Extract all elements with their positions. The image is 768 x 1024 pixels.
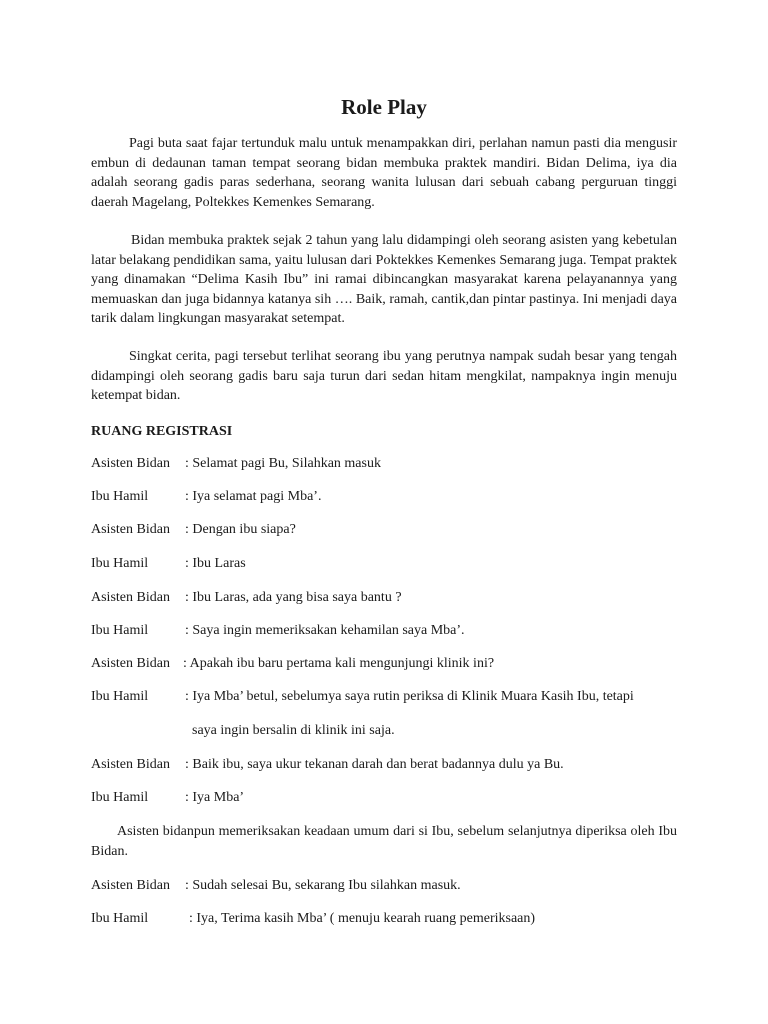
dialog-text: : Iya selamat pagi Mba’.: [185, 489, 322, 504]
dialog-line: [91, 876, 691, 896]
dialog-line: [91, 687, 691, 707]
dialog-text: : Apakah ibu baru pertama kali mengunjungi klinik ini?: [183, 656, 495, 671]
speaker-label: Ibu Hamil: [91, 623, 149, 638]
dialog-text: : Ibu Laras: [185, 556, 246, 571]
dialog-continuation: saya ingin bersalin di klinik ini saja.: [192, 723, 395, 738]
speaker-label: Asisten Bidan: [91, 456, 170, 471]
dialog-text: : Ibu Laras, ada yang bisa saya bantu ?: [185, 590, 402, 605]
dialog-line: [91, 755, 691, 775]
dialog-text: : Iya Mba’: [185, 790, 245, 805]
dialog-line: [91, 588, 691, 608]
dialog-line: [91, 554, 691, 574]
dialog-line: [91, 909, 691, 929]
dialog-text: : Selamat pagi Bu, Silahkan masuk: [185, 456, 381, 471]
speaker-label: Ibu Hamil: [91, 489, 149, 504]
dialog-line: [91, 454, 691, 474]
dialog-text: : Iya, Terima kasih Mba’ ( menuju kearah ruang pemeriksaan): [189, 911, 536, 926]
dialog-line: [91, 788, 691, 808]
speaker-label: Ibu Hamil: [91, 911, 149, 926]
dialog-text: : Iya Mba’ betul, sebelumya saya rutin periksa di Klinik Muara Kasih Ibu, tetapi: [185, 689, 634, 704]
intro-paragraph-3: Singkat cerita, pagi tersebut terlihat seorang ibu yang perutnya nampak sudah besar yang tengah didampingi oleh seorang gadis baru saja turun dari sedan hitam mengkilat, nampaknya ingin menuju ketempat bidan.: [91, 349, 677, 403]
section-heading: RUANG REGISTRASI: [91, 424, 233, 439]
dialog-text: : Baik ibu, saya ukur tekanan darah dan berat badannya dulu ya Bu.: [185, 757, 564, 772]
speaker-label: Ibu Hamil: [91, 689, 149, 704]
speaker-label: Asisten Bidan: [91, 757, 170, 772]
dialog-line: [91, 487, 691, 507]
speaker-label: Asisten Bidan: [91, 590, 170, 605]
intro-paragraph-2: Bidan membuka praktek sejak 2 tahun yang lalu didampingi oleh seorang asisten yang kebetulan latar belakang pendidikan sama, yaitu lulusan dari Poktekkes Kemenkes Semarang juga. Tempat praktek yang dinamakan “Delima Kasih Ibu” ini ramai dibincangkan masyarakat karena pelayanannya yang memuaskan dan juga bidannya katanya sih …. Baik, ramah, cantik,dan pintar pastinya. Ini menjadi daya tarik dalam lingkungan masyarakat setempat.: [91, 233, 677, 326]
dialog-text: : Saya ingin memeriksakan kehamilan saya Mba’.: [185, 623, 465, 638]
page-title: Role Play: [341, 95, 427, 119]
speaker-label: Ibu Hamil: [91, 556, 149, 571]
dialog-line: [91, 520, 691, 540]
speaker-label: Asisten Bidan: [91, 656, 170, 671]
dialog-text: : Sudah selesai Bu, sekarang Ibu silahkan masuk.: [185, 878, 461, 893]
speaker-label: Asisten Bidan: [91, 522, 170, 537]
narration-paragraph: Asisten bidanpun memeriksakan keadaan umum dari si Ibu, sebelum selanjutnya diperiksa oleh Ibu Bidan.: [91, 824, 677, 859]
dialog-line: [91, 654, 691, 674]
speaker-label: Asisten Bidan: [91, 878, 170, 893]
speaker-label: Ibu Hamil: [91, 790, 149, 805]
dialog-line: [91, 621, 691, 641]
intro-paragraph-1: Pagi buta saat fajar tertunduk malu untuk menampakkan diri, perlahan namun pasti dia mengusir embun di dedaunan taman tempat seorang bidan membuka praktek mandiri. Bidan Delima, iya dia adalah seorang gadis paras sederhana, seorang wanita lulusan dari sebuah cabang perguruan tinggi daerah Magelang, Poltekkes Kemenkes Semarang.: [91, 136, 677, 210]
dialog-text: : Dengan ibu siapa?: [185, 522, 296, 537]
